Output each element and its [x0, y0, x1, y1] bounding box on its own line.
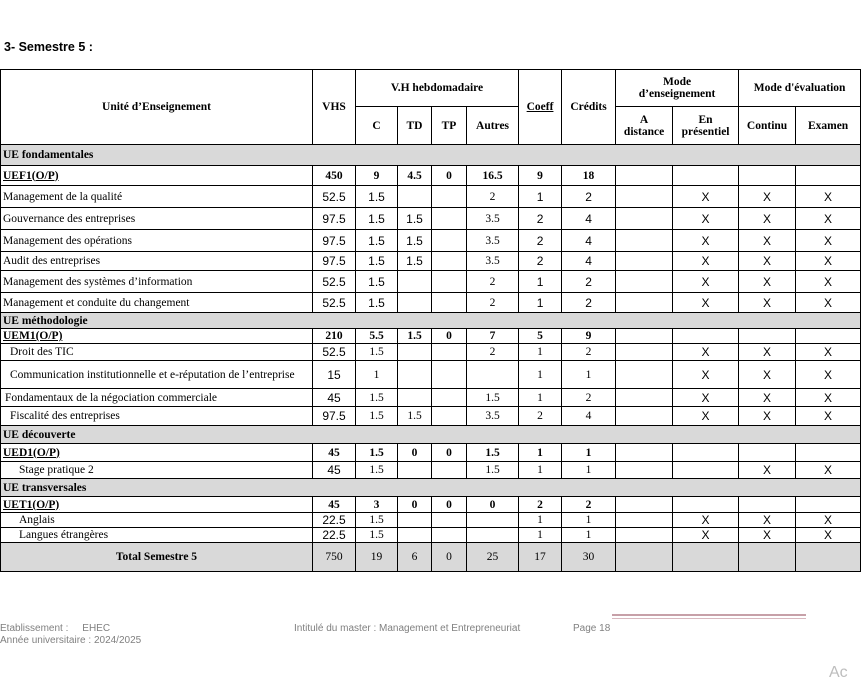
course-td — [398, 528, 432, 543]
course-mode-exam: X — [796, 271, 861, 293]
course-vhs: 45 — [313, 462, 356, 479]
course-c: 1.5 — [356, 407, 398, 426]
total-c: 19 — [356, 543, 398, 572]
header-coeff: Coeff — [519, 70, 562, 145]
course-vhs: 52.5 — [313, 293, 356, 313]
course-credits: 1 — [562, 528, 616, 543]
course-tp — [432, 271, 467, 293]
course-autres: 2 — [467, 293, 519, 313]
course-coeff: 2 — [519, 407, 562, 426]
header-a-distance: A distance — [616, 107, 673, 145]
corner-watermark-text: Ac — [829, 664, 848, 681]
ue-row — [1, 497, 861, 513]
semester-table-wrapper — [0, 69, 860, 572]
ue-coeff: 5 — [519, 329, 562, 344]
ue-empty-cell — [796, 497, 861, 513]
course-tp — [432, 361, 467, 389]
course-td: 1.5 — [398, 208, 432, 230]
course-autres: 3.5 — [467, 407, 519, 426]
ue-c: 5.5 — [356, 329, 398, 344]
course-mode-exam: X — [796, 513, 861, 528]
course-mode-pres: X — [673, 528, 739, 543]
total-coeff: 17 — [519, 543, 562, 572]
course-tp — [432, 293, 467, 313]
course-vhs: 97.5 — [313, 252, 356, 271]
course-mode-pres: X — [673, 407, 739, 426]
ue-c: 9 — [356, 166, 398, 186]
table-row — [1, 293, 861, 313]
course-c: 1.5 — [356, 389, 398, 407]
ue-empty-cell — [673, 329, 739, 344]
section-title: 3- Semestre 5 : — [4, 40, 93, 54]
header-c: C — [356, 107, 398, 145]
ue-tp: 0 — [432, 444, 467, 462]
table-row — [1, 462, 861, 479]
course-credits: 1 — [562, 462, 616, 479]
course-mode-exam: X — [796, 462, 861, 479]
total-credits: 30 — [562, 543, 616, 572]
course-mode-cont: X — [739, 293, 796, 313]
header-td: TD — [398, 107, 432, 145]
course-mode-dist — [616, 389, 673, 407]
ue-tp: 0 — [432, 329, 467, 344]
ue-empty-cell — [739, 497, 796, 513]
total-empty-cell — [616, 543, 673, 572]
course-td — [398, 513, 432, 528]
course-credits: 1 — [562, 361, 616, 389]
course-coeff: 1 — [519, 462, 562, 479]
course-credits: 2 — [562, 389, 616, 407]
course-coeff: 1 — [519, 344, 562, 361]
course-tp — [432, 344, 467, 361]
ue-empty-cell — [673, 497, 739, 513]
course-c: 1.5 — [356, 528, 398, 543]
course-name: Management des systèmes d’information — [1, 271, 313, 293]
course-td — [398, 186, 432, 208]
course-td — [398, 293, 432, 313]
course-name: Gouvernance des entreprises — [1, 208, 313, 230]
ue-autres: 1.5 — [467, 444, 519, 462]
course-mode-cont: X — [739, 389, 796, 407]
course-mode-dist — [616, 186, 673, 208]
course-vhs: 52.5 — [313, 344, 356, 361]
course-td — [398, 462, 432, 479]
total-tp: 0 — [432, 543, 467, 572]
course-name: Langues étrangères — [1, 528, 313, 543]
course-mode-pres: X — [673, 208, 739, 230]
ue-credits: 1 — [562, 444, 616, 462]
ue-empty-cell — [796, 444, 861, 462]
course-vhs: 97.5 — [313, 208, 356, 230]
course-vhs: 97.5 — [313, 407, 356, 426]
table-row — [1, 407, 861, 426]
course-mode-dist — [616, 462, 673, 479]
header-row-1 — [1, 70, 861, 107]
header-tp: TP — [432, 107, 467, 145]
course-mode-exam: X — [796, 528, 861, 543]
footer-page: Page 18 — [573, 623, 611, 634]
course-mode-pres — [673, 462, 739, 479]
course-c: 1.5 — [356, 513, 398, 528]
ue-empty-cell — [739, 444, 796, 462]
ue-empty-cell — [739, 166, 796, 186]
course-vhs: 22.5 — [313, 528, 356, 543]
ue-vhs: 45 — [313, 497, 356, 513]
course-coeff: 1 — [519, 361, 562, 389]
course-credits: 4 — [562, 407, 616, 426]
category-label: UE transversales — [1, 479, 861, 497]
header-vhs: VHS — [313, 70, 356, 145]
course-credits: 4 — [562, 252, 616, 271]
course-name: Audit des entreprises — [1, 252, 313, 271]
course-mode-dist — [616, 271, 673, 293]
course-tp — [432, 462, 467, 479]
ue-td: 0 — [398, 444, 432, 462]
header-examen: Examen — [796, 107, 861, 145]
course-name: Anglais — [1, 513, 313, 528]
course-td — [398, 389, 432, 407]
course-mode-exam: X — [796, 186, 861, 208]
course-mode-exam: X — [796, 407, 861, 426]
ue-td: 0 — [398, 497, 432, 513]
total-empty-cell — [796, 543, 861, 572]
header-mode-enseignement: Mode d’enseignement — [616, 70, 739, 107]
course-vhs: 52.5 — [313, 186, 356, 208]
header-unite: Unité d’Enseignement — [1, 70, 313, 145]
course-c: 1.5 — [356, 344, 398, 361]
course-td — [398, 344, 432, 361]
course-c: 1.5 — [356, 462, 398, 479]
course-autres — [467, 361, 519, 389]
ue-row — [1, 329, 861, 344]
course-mode-dist — [616, 513, 673, 528]
course-coeff: 2 — [519, 230, 562, 252]
course-credits: 4 — [562, 208, 616, 230]
category-row — [1, 145, 861, 166]
course-credits: 2 — [562, 293, 616, 313]
course-credits: 1 — [562, 513, 616, 528]
semester-table — [0, 69, 861, 572]
course-autres: 1.5 — [467, 389, 519, 407]
course-mode-cont: X — [739, 230, 796, 252]
course-mode-exam: X — [796, 208, 861, 230]
course-mode-dist — [616, 252, 673, 271]
course-credits: 2 — [562, 271, 616, 293]
ue-autres: 7 — [467, 329, 519, 344]
course-mode-dist — [616, 528, 673, 543]
course-tp — [432, 513, 467, 528]
ue-vhs: 450 — [313, 166, 356, 186]
course-vhs: 52.5 — [313, 271, 356, 293]
course-name: Communication institutionnelle et e-réputation de l’entreprise — [1, 361, 313, 389]
total-empty-cell — [673, 543, 739, 572]
table-row — [1, 389, 861, 407]
category-label: UE découverte — [1, 426, 861, 444]
course-mode-dist — [616, 293, 673, 313]
ue-empty-cell — [616, 329, 673, 344]
course-autres: 3.5 — [467, 252, 519, 271]
total-autres: 25 — [467, 543, 519, 572]
course-mode-dist — [616, 230, 673, 252]
ue-empty-cell — [673, 166, 739, 186]
course-coeff: 1 — [519, 271, 562, 293]
course-coeff: 1 — [519, 389, 562, 407]
table-row — [1, 252, 861, 271]
course-mode-pres: X — [673, 513, 739, 528]
ue-empty-cell — [616, 166, 673, 186]
ue-name: UET1(O/P) — [1, 497, 313, 513]
course-autres: 3.5 — [467, 208, 519, 230]
course-autres: 1.5 — [467, 462, 519, 479]
ue-tp: 0 — [432, 166, 467, 186]
course-mode-dist — [616, 361, 673, 389]
course-vhs: 15 — [313, 361, 356, 389]
footer-rule — [612, 614, 806, 616]
header-presentiel: En présentiel — [673, 107, 739, 145]
course-mode-cont: X — [739, 513, 796, 528]
category-row — [1, 313, 861, 329]
course-tp — [432, 252, 467, 271]
ue-coeff: 9 — [519, 166, 562, 186]
course-mode-cont: X — [739, 462, 796, 479]
course-credits: 2 — [562, 344, 616, 361]
ue-credits: 2 — [562, 497, 616, 513]
course-mode-pres: X — [673, 252, 739, 271]
header-credits: Crédits — [562, 70, 616, 145]
course-c: 1.5 — [356, 186, 398, 208]
course-mode-pres: X — [673, 361, 739, 389]
header-mode-evaluation: Mode d'évaluation — [739, 70, 861, 107]
total-row — [1, 543, 861, 572]
ue-empty-cell — [616, 497, 673, 513]
table-row — [1, 208, 861, 230]
course-autres: 2 — [467, 344, 519, 361]
course-name: Fondamentaux de la négociation commerciale — [1, 389, 313, 407]
category-label: UE méthodologie — [1, 313, 861, 329]
header-autres: Autres — [467, 107, 519, 145]
course-tp — [432, 186, 467, 208]
category-row — [1, 479, 861, 497]
course-credits: 2 — [562, 186, 616, 208]
course-name: Stage pratique 2 — [1, 462, 313, 479]
course-c: 1.5 — [356, 271, 398, 293]
ue-c: 1.5 — [356, 444, 398, 462]
course-tp — [432, 389, 467, 407]
course-autres: 3.5 — [467, 230, 519, 252]
ue-empty-cell — [796, 329, 861, 344]
ue-empty-cell — [616, 444, 673, 462]
course-mode-exam: X — [796, 230, 861, 252]
course-mode-exam: X — [796, 361, 861, 389]
course-td — [398, 271, 432, 293]
table-row — [1, 186, 861, 208]
course-coeff: 1 — [519, 186, 562, 208]
ue-name: UED1(O/P) — [1, 444, 313, 462]
ue-autres: 16.5 — [467, 166, 519, 186]
course-tp — [432, 407, 467, 426]
table-row — [1, 513, 861, 528]
course-mode-pres: X — [673, 230, 739, 252]
course-mode-cont: X — [739, 361, 796, 389]
ue-empty-cell — [673, 444, 739, 462]
course-c: 1.5 — [356, 208, 398, 230]
ue-credits: 9 — [562, 329, 616, 344]
course-mode-dist — [616, 208, 673, 230]
course-autres — [467, 513, 519, 528]
course-mode-exam: X — [796, 389, 861, 407]
category-row — [1, 426, 861, 444]
category-label: UE fondamentales — [1, 145, 861, 166]
ue-coeff: 1 — [519, 444, 562, 462]
course-mode-cont: X — [739, 186, 796, 208]
course-c: 1.5 — [356, 293, 398, 313]
course-mode-pres: X — [673, 389, 739, 407]
ue-tp: 0 — [432, 497, 467, 513]
ue-td: 1.5 — [398, 329, 432, 344]
course-mode-cont: X — [739, 407, 796, 426]
course-name: Management de la qualité — [1, 186, 313, 208]
course-mode-dist — [616, 407, 673, 426]
course-mode-exam: X — [796, 252, 861, 271]
table-row — [1, 361, 861, 389]
footer-rule-thin — [612, 618, 806, 619]
ue-empty-cell — [739, 329, 796, 344]
course-mode-cont: X — [739, 344, 796, 361]
course-autres: 2 — [467, 271, 519, 293]
ue-td: 4.5 — [398, 166, 432, 186]
ue-autres: 0 — [467, 497, 519, 513]
course-c: 1.5 — [356, 230, 398, 252]
course-credits: 4 — [562, 230, 616, 252]
table-row — [1, 271, 861, 293]
course-c: 1.5 — [356, 252, 398, 271]
course-td: 1.5 — [398, 407, 432, 426]
course-autres — [467, 528, 519, 543]
course-mode-dist — [616, 344, 673, 361]
course-coeff: 2 — [519, 208, 562, 230]
course-mode-cont: X — [739, 252, 796, 271]
total-td: 6 — [398, 543, 432, 572]
course-mode-exam: X — [796, 344, 861, 361]
course-vhs: 22.5 — [313, 513, 356, 528]
total-label: Total Semestre 5 — [1, 543, 313, 572]
footer-intitule: Intitulé du master : Management et Entrepreneuriat — [294, 623, 521, 634]
course-coeff: 2 — [519, 252, 562, 271]
course-name: Fiscalité des entreprises — [1, 407, 313, 426]
ue-c: 3 — [356, 497, 398, 513]
course-name: Management des opérations — [1, 230, 313, 252]
ue-row — [1, 444, 861, 462]
course-c: 1 — [356, 361, 398, 389]
footer-etablissement: Etablissement : EHEC — [0, 623, 111, 634]
table-row — [1, 344, 861, 361]
course-tp — [432, 528, 467, 543]
ue-coeff: 2 — [519, 497, 562, 513]
ue-empty-cell — [796, 166, 861, 186]
header-continu: Continu — [739, 107, 796, 145]
ue-credits: 18 — [562, 166, 616, 186]
course-autres: 2 — [467, 186, 519, 208]
course-mode-exam: X — [796, 293, 861, 313]
course-mode-pres: X — [673, 344, 739, 361]
ue-name: UEM1(O/P) — [1, 329, 313, 344]
course-td: 1.5 — [398, 252, 432, 271]
total-vhs: 750 — [313, 543, 356, 572]
ue-name: UEF1(O/P) — [1, 166, 313, 186]
course-mode-pres: X — [673, 271, 739, 293]
ue-vhs: 45 — [313, 444, 356, 462]
ue-vhs: 210 — [313, 329, 356, 344]
header-vh-hebdo: V.H hebdomadaire — [356, 70, 519, 107]
course-name: Management et conduite du changement — [1, 293, 313, 313]
course-mode-pres: X — [673, 186, 739, 208]
table-row — [1, 230, 861, 252]
course-mode-cont: X — [739, 528, 796, 543]
course-vhs: 45 — [313, 389, 356, 407]
course-td: 1.5 — [398, 230, 432, 252]
course-mode-pres: X — [673, 293, 739, 313]
course-tp — [432, 230, 467, 252]
footer-annee: Année universitaire : 2024/2025 — [0, 635, 142, 646]
course-coeff: 1 — [519, 513, 562, 528]
course-name: Droit des TIC — [1, 344, 313, 361]
course-mode-cont: X — [739, 208, 796, 230]
course-coeff: 1 — [519, 293, 562, 313]
course-td — [398, 361, 432, 389]
course-tp — [432, 208, 467, 230]
course-mode-cont: X — [739, 271, 796, 293]
course-coeff: 1 — [519, 528, 562, 543]
total-empty-cell — [739, 543, 796, 572]
course-vhs: 97.5 — [313, 230, 356, 252]
ue-row — [1, 166, 861, 186]
table-row — [1, 528, 861, 543]
